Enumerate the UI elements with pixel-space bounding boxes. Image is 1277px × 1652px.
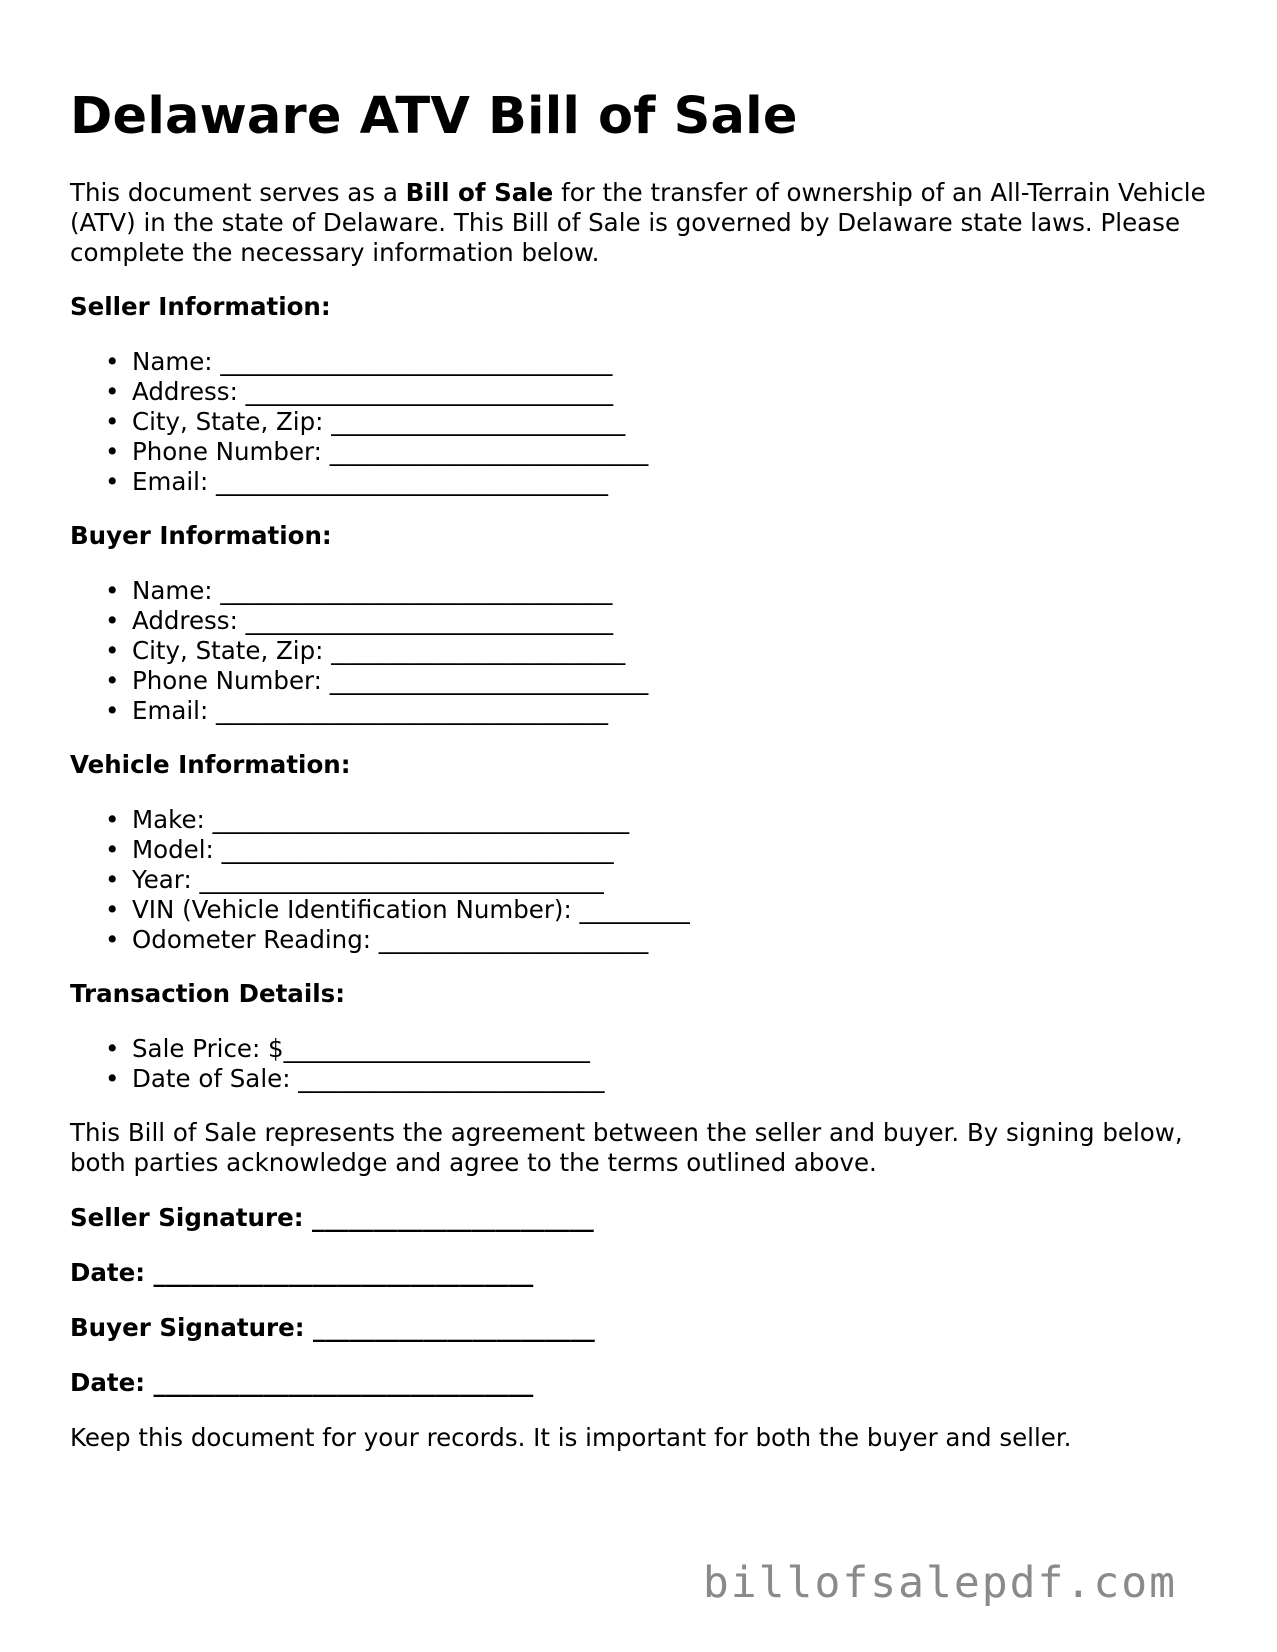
intro-paragraph (70, 178, 1220, 268)
seller-name-field[interactable]: • Name: ________________________________ (132, 347, 1220, 377)
transaction-fields-list (70, 1034, 1220, 1094)
intro-bold-term: Bill of Sale (405, 178, 554, 207)
seller-address-field[interactable]: • Address: ______________________________ (132, 377, 1220, 407)
buyer-name-field[interactable]: • Name: ________________________________ (132, 576, 1220, 606)
seller-fields-list (70, 347, 1220, 497)
document-title: Delaware ATV Bill of Sale (70, 87, 798, 146)
vehicle-section-heading: Vehicle Information: (70, 750, 351, 779)
site-watermark: billofsalepdf.com (702, 1558, 1177, 1608)
seller-phone-field[interactable]: • Phone Number: __________________________ (132, 437, 1220, 467)
buyer-signature-line[interactable]: Buyer Signature: _______________________ (70, 1313, 595, 1342)
buyer-address-field[interactable]: • Address: ______________________________ (132, 606, 1220, 636)
seller-email-field[interactable]: • Email: ________________________________ (132, 467, 1220, 497)
vehicle-model-field[interactable]: • Model: ________________________________ (132, 835, 1220, 865)
vehicle-odometer-field[interactable]: • Odometer Reading: ______________________ (132, 925, 1220, 955)
bill-of-sale-document (70, 86, 1220, 1453)
agreement-paragraph: This Bill of Sale represents the agreement between the seller and buyer. By signing below, both parties acknowledge and agree to the terms outlined above. (70, 1118, 1183, 1177)
seller-section-heading: Seller Information: (70, 292, 331, 321)
vehicle-make-field[interactable]: • Make: __________________________________ (132, 805, 1220, 835)
buyer-phone-field[interactable]: • Phone Number: __________________________ (132, 666, 1220, 696)
buyer-city-state-zip-field[interactable]: • City, State, Zip: ________________________ (132, 636, 1220, 666)
date-of-sale-field[interactable]: • Date of Sale: _________________________ (132, 1064, 1220, 1094)
vehicle-vin-field[interactable]: • VIN (Vehicle Identification Number): _________ (132, 895, 1220, 925)
transaction-section-heading: Transaction Details: (70, 979, 346, 1008)
seller-signature-line[interactable]: Seller Signature: _______________________ (70, 1203, 594, 1232)
sale-price-field[interactable]: • Sale Price: $_________________________ (132, 1034, 1220, 1064)
intro-text-before: This document serves as a (70, 178, 406, 207)
seller-date-line[interactable]: Date: _______________________________ (70, 1258, 534, 1287)
buyer-email-field[interactable]: • Email: ________________________________ (132, 696, 1220, 726)
vehicle-fields-list (70, 805, 1220, 955)
buyer-fields-list (70, 576, 1220, 726)
intro-text-after: for the transfer of ownership of an All-Terrain Vehicle (ATV) in the state of Delaware. This Bill of Sale is governed by Delaware state laws. Please complete the necessary information below. (70, 178, 1206, 267)
vehicle-year-field[interactable]: • Year: _________________________________ (132, 865, 1220, 895)
buyer-section-heading: Buyer Information: (70, 521, 332, 550)
seller-city-state-zip-field[interactable]: • City, State, Zip: ________________________ (132, 407, 1220, 437)
records-note: Keep this document for your records. It is important for both the buyer and seller. (70, 1423, 1072, 1452)
buyer-date-line[interactable]: Date: _______________________________ (70, 1368, 534, 1397)
